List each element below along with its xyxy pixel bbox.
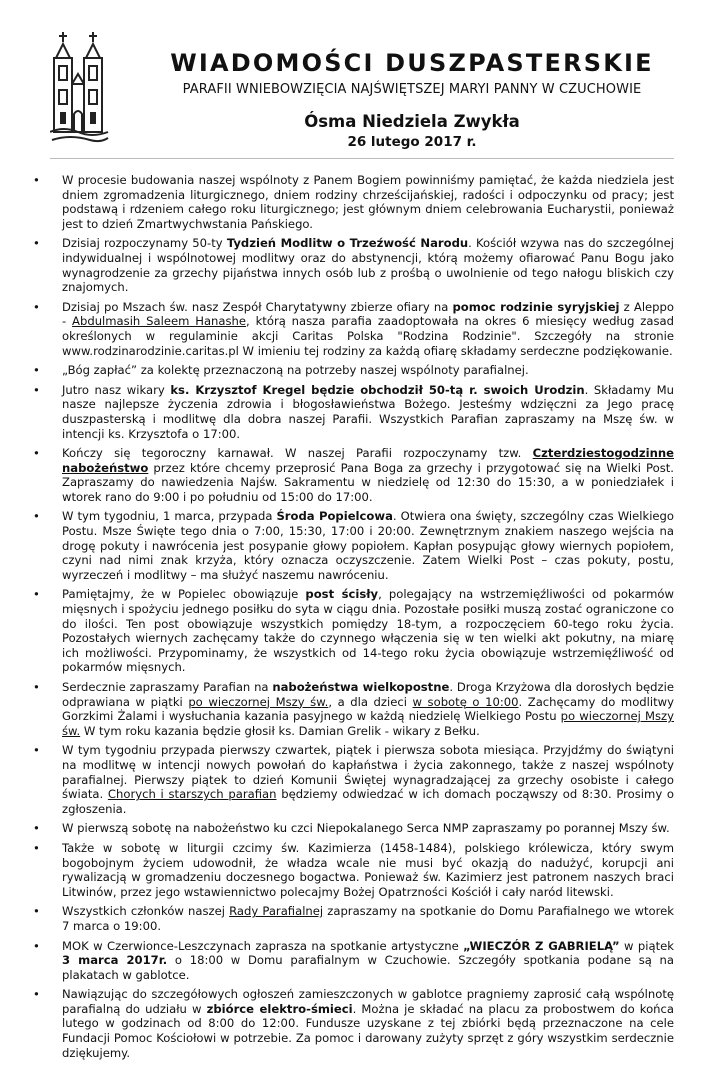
church-logo [50,28,110,146]
announcement-text: . Zachęcamy do modlitwy Gorzkimi Żalami i wysłuchania kazania pasyjnego w każdą niedzielę Wielkiego Postu [62,694,674,724]
announcement-item [0,904,724,933]
emphasized-text: Rady Parafialnej [229,904,324,919]
bullet-icon: • [33,821,40,836]
bullet-icon: • [33,680,40,694]
announcement-item [0,236,724,294]
emphasized-text: w sobotę o 10:00 [412,694,519,709]
announcement-text: W tym tygodniu, 1 marca, przypada [62,509,277,524]
emphasized-text: po wieczornej Mszy św. [62,709,674,738]
bullet-icon: • [33,299,40,314]
announcement-item [0,173,724,231]
emphasized-text: Abdulmasih Saleem Hanashe [72,314,247,329]
announcement-text: Także w sobotę w liturgii czcimy św. Kazimierza (1458-1484), polskiego królewicza, który swym bogobojnym życiem udowodnił, że władza wcale nie musi być okazją do nadużyć, korupcji ani rywalizacją w gromadzeniu doczesnego bogactwa. Ponieważ św. Kazimierz jest patronem naszych braci Litwinów, przez jego wstawiennictwo polecajmy Bożej Opatrzności Kościół i cały naród litewski. [62,840,674,899]
announcement-text: będziemy odwiedzać w ich domach począwszy od 8:30. Prosimy o zgłoszenia. [62,787,675,816]
announcement-item [0,587,724,675]
announcement-text: W pierwszą sobotę na nabożeństwo ku czci Niepokalanego Serca NMP zapraszamy po porannej Mszy św. [62,821,670,836]
announcement-item [0,300,724,358]
emphasized-text: zbiórce elektro-śmieci [206,1001,353,1016]
announcement-text: . Kościół wzywa nas do szczególnej indywidualnej i wspólnotowej modlitwy oraz do abstynencji, którą możemy ofiarować Panu Bogu jako wynagrodzenie za grzechy pijaństwa innych osób lub z prośbą o uwolnienie od tego nałogu bliskich czy znajomych. [62,236,675,295]
emphasized-text: Środa Popielcowa [276,509,393,524]
announcement-text: , polegający na wstrzemięźliwości od pokarmów mięsnych i spożyciu jednego posiłku do syta w ciągu dnia. Pozostałe posiłki muszą zostać ograniczone co do ilości. Ten post obowiązuje wszystkich pomiędzy 18-tym, a rozpoczęciem 60-tego roku życia. Pozostałych wiernych zachęcamy także do czynnego włączenia się w ten wielki akt pokutny, na miarę ich możliwości. Przypominamy, że wszystkich od 14-tego roku życia obowiązuje wstrzemięźliwość od pokarmów mięsnych. [62,587,674,675]
announcement-item [0,446,724,504]
announcement-text: MOK w Czerwionce-Leszczynach zaprasza na spotkanie artystyczne [62,938,464,953]
announcement-text: o 18:00 w Domu parafialnym w Czuchowie. Szczegóły spotkania podane są na plakatach w gablotce. [62,953,674,982]
emphasized-text: Tydzień Modlitw o Trzeźwość Narodu [226,236,469,251]
announcement-text: z Aleppo - [62,299,674,329]
announcement-text: W tym tygodniu przypada pierwszy czwartek, piątek i pierwsza sobota miesiąca. Przyjdźmy do świątyni na modlitwę w intencji nowych powołań do kapłaństwa i życia zakonnego, także z naszej wspólnoty parafialnej. Pierwszy piątek to dzień Komunii Świętej wynagradzającej za grzechy osobiste i całego świata. [62,743,674,802]
announcement-item [0,743,724,816]
announcement-item [0,841,724,899]
announcement-list [0,173,724,1065]
emphasized-text: Czterdziestogodzinne nabożeństwo [62,446,674,475]
emphasized-text: nabożeństwa wielkopostne [272,680,450,694]
bullet-icon: • [33,938,40,953]
announcement-text: Nawiązując do szczegółowych ogłoszeń zamieszczonych w gablotce pragniemy zaprosić całą wspólnotę parafialną do udziału w [62,987,674,1016]
announcement-text: , a dla dzieci [328,694,413,709]
emphasized-text: pomoc rodzinie syryjskiej [452,299,620,314]
church-drawing-icon [50,28,110,146]
bullet-icon: • [33,382,40,397]
bulletin-date: 26 lutego 2017 r. [347,134,477,150]
announcement-item [0,680,724,738]
announcement-text: . Składamy Mu nasze najlepsze życzenia zdrowia i błogosławieństwa Bożego. Jesteśmy wdzięczni za Jego pracę duszpasterską i modlitwę dla dobra naszej Parafii. Wszystkich Parafian zapraszamy na Mszę św. w intencji ks. Krzysztofa o 17:00. [62,382,675,441]
announcement-text: zapraszamy na spotkanie do Domu Parafialnego we wtorek 7 marca o 19:00. [62,904,674,933]
bullet-icon: • [33,363,40,378]
announcement-text: Jutro nasz wikary [62,382,171,397]
emphasized-text: Chorych i starszych parafian [107,787,277,802]
bullet-icon: • [33,587,40,602]
header-divider [50,158,674,159]
announcement-text: W procesie budowania naszej wspólnoty z Panem Bogiem powinniśmy pamiętać, że każda niedziela jest dniem zgromadzenia liturgicznego, dniem rodziny chrześcijańskiej, radości i odpoczynku od pracy; jest podstawą i rdzeniem całego roku liturgicznego; jest głównym dniem celebrowania Eucharystii, ponieważ jest to dzień Zmartwychwstania Pańskiego. [62,173,674,231]
announcement-text: , którą nasza parafia zaadoptowała na okres 6 miesięcy według zasad określonych w regulaminie akcji Caritas Polska "Rodzina Rodzinie". Szczegóły na stronie www.rodzinarodzinie.caritas.pl W imieniu tej rodziny za każdą ofiarę składamy serdeczne podziękowanie. [62,314,674,358]
announcement-text: . Otwiera ona święty, szczególny czas Wielkiego Postu. Msze Święte tego dnia o 7:00, 15:30, 17:00 i 20:00. Zewnętrznym znakiem naszego wejścia na drogę pokuty i nawrócenia jest posypanie głowy popiołem. Kapłan posypując głowy wiernych popiołem, czyni nad nimi znak krzyża, który oznacza oczyszczenie. Zatem Wielki Post – czas pokuty, postu, wyrzeczeń i modlitwy – ma służyć naszemu nawróceniu. [62,509,674,582]
announcement-text: przez które chcemy przeprosić Pana Boga za grzechy i przygotować się na Wielki Post. Zapraszamy do nawiedzenia Najśw. Sakramentu w niedzielę od 12:30 do 15:30, a w poniedziałek i wtorek rano do 9:00 i po południu od 15:00 do 17:00. [62,460,674,504]
bullet-icon: • [33,236,40,251]
bullet-icon: • [33,987,40,1002]
announcement-text: W tym roku kazania będzie głosił ks. Damian Grelik - wikary z Bełku. [80,723,480,738]
announcement-item [0,383,724,441]
announcement-text: Pamiętajmy, że w Popielec obowiązuje [62,587,306,602]
emphasized-text: ks. Krzysztof Kregel będzie obchodził 50-tą r. swoich Urodzin [170,382,585,397]
bullet-icon: • [33,840,40,855]
bullet-icon: • [33,904,40,919]
bullet-icon: • [33,446,40,461]
bulletin-title: WIADOMOŚCI DUSZPASTERSKIE [170,49,654,77]
announcement-item [0,363,724,378]
announcement-text: Dzisiaj po Mszach św. nasz Zespół Charytatywny zbierze ofiary na [62,299,453,314]
bullet-icon: • [33,743,40,758]
announcement-text: . Droga Krzyżowa dla dorosłych będzie odprawiana w piątki [62,680,674,709]
emphasized-text: „WIECZÓR Z GABRIELĄ” [463,938,620,953]
announcement-text: Dzisiaj rozpoczynamy 50-ty [62,236,227,251]
announcement-item [0,821,724,836]
bullet-icon: • [33,173,40,187]
parish-name: PARAFII WNIEBOWZIĘCIA NAJŚWIĘTSZEJ MARYI PANNY W CZUCHOWIE [182,82,642,97]
emphasized-text: 3 marca 2017r. [62,953,168,968]
announcement-text: „Bóg zapłać” za kolektę przeznaczoną na potrzeby naszej wspólnoty parafialnej. [62,363,529,378]
announcement-text: . Można je składać na placu za probostwem do końca lutego w godzinach od 8:00 do 12:00. Fundusze uzyskane z tej zbiórki będą przeznaczone na cele Fundacji Pomoc Kościołowi w potrzebie. Za pomoc i darowany zużyty sprzęt z góry wszystkim serdecznie dziękujemy. [62,1001,675,1060]
announcement-item [0,509,724,582]
liturgical-sunday: Ósma Niedziela Zwykła [304,112,520,131]
announcement-text: Serdecznie zapraszamy Parafian na [62,680,273,694]
emphasized-text: po wieczornej Mszy św. [188,694,329,709]
bullet-icon: • [33,509,40,524]
announcement-text: w piątek [619,938,675,953]
emphasized-text: post ścisły [305,587,379,602]
announcement-item [0,939,724,983]
announcement-text: Kończy się tegoroczny karnawał. W naszej Parafii rozpoczynamy tzw. [62,446,533,461]
announcement-text: Wszystkich członków naszej [62,904,230,919]
